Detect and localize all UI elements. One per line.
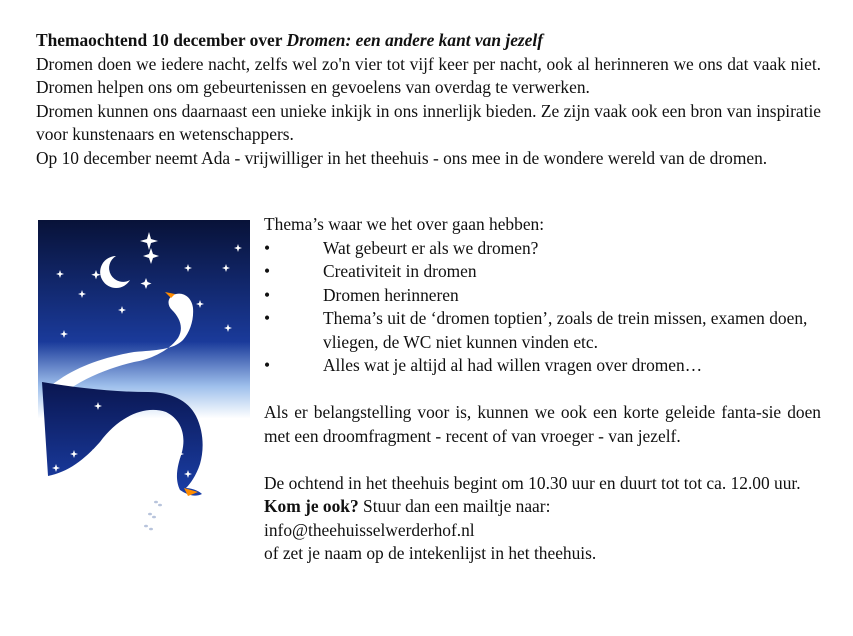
bullet-icon: • bbox=[264, 284, 271, 305]
title-bold: Themaochtend 10 december over bbox=[36, 30, 287, 50]
title-line bbox=[36, 29, 821, 53]
cta-line bbox=[264, 495, 821, 519]
topics-heading: Thema’s waar we het over gaan hebben: bbox=[264, 214, 545, 234]
intro-paragraph-3: Op 10 december neemt Ada - vrijwilliger in het theehuis - ons mee in de wondere wereld van de dromen. bbox=[36, 147, 768, 168]
bullet-icon: • bbox=[264, 237, 271, 258]
intro-paragraph-2: Dromen kunnen ons daarnaast een unieke inkijk in ons innerlijk bieden. Ze zijn vaak ook een bron van inspiratie voor kunstenaars en wetenschappers. bbox=[36, 100, 821, 144]
cta-bold: Kom je ook? bbox=[264, 496, 359, 516]
details-section bbox=[264, 213, 821, 566]
topic-text: Alles wat je altijd al had willen vragen over dromen… bbox=[323, 355, 703, 375]
topic-text: Dromen herinneren bbox=[323, 284, 459, 305]
bullet-icon: • bbox=[264, 308, 271, 328]
fantasy-paragraph: Als er belangstelling voor is, kunnen we ook een korte geleide fanta-sie doen met een droomfragment - recent of van vroeger - van jezelf. bbox=[264, 402, 821, 446]
bullet-icon: • bbox=[264, 355, 271, 375]
swan-dream-illustration bbox=[38, 220, 250, 540]
topics-list bbox=[264, 237, 821, 378]
topic-text: Wat gebeurt er als we dromen? bbox=[323, 237, 539, 258]
signup-line: of zet je naam op de intekenlijst in het theehuis. bbox=[264, 543, 597, 563]
topic-text: Thema’s uit de ‘dromen toptien’, zoals de trein missen, examen doen, vliegen, de WC niet kunnen vinden etc. bbox=[323, 308, 808, 352]
list-item bbox=[264, 354, 821, 378]
intro-section bbox=[36, 29, 821, 170]
list-item bbox=[264, 237, 821, 261]
email-link[interactable]: info@theehuisselwerderhof.nl bbox=[264, 519, 475, 540]
list-item bbox=[264, 307, 821, 354]
schedule-paragraph: De ochtend in het theehuis begint om 10.30 uur en duurt tot tot ca. 12.00 uur. bbox=[264, 472, 801, 493]
title-italic: Dromen: een andere kant van jezelf bbox=[286, 30, 544, 50]
topic-text: Creativiteit in dromen bbox=[323, 261, 477, 281]
cta-rest: Stuur dan een mailtje naar: bbox=[358, 496, 551, 516]
intro-paragraph-1: Dromen doen we iedere nacht, zelfs wel zo'n vier tot vijf keer per nacht, ook al herinneren we ons dat vaak niet. Dromen helpen ons om gebeurtenissen en gevoelens van overdag te verwerken. bbox=[36, 53, 821, 97]
list-item bbox=[264, 284, 821, 308]
swan-image bbox=[38, 220, 250, 540]
list-item bbox=[264, 260, 821, 284]
bullet-icon: • bbox=[264, 261, 271, 281]
